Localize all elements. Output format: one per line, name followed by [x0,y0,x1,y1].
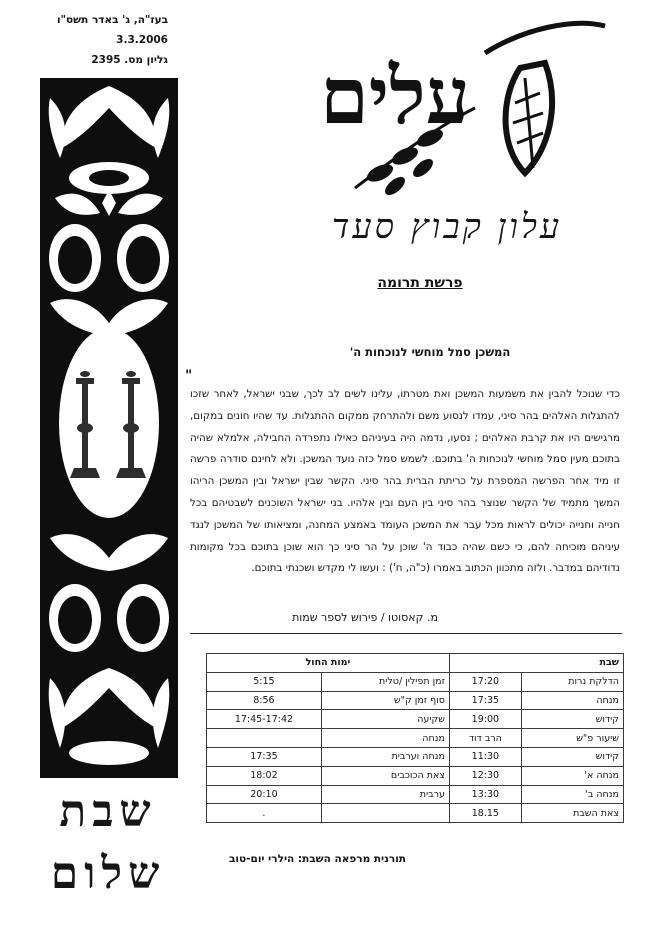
weekday-label: צאת הכוכבים [321,766,449,785]
gregorian-date: 3.3.2006 [116,34,168,46]
weekday-time: 8:56 [207,691,322,710]
weekday-label [321,804,449,823]
schedule-row [207,672,624,691]
schedule-row [207,804,624,823]
schedule-row [207,766,624,785]
weekday-label: מנחה וערבית [321,747,449,766]
shabbat-time: הרב דוד [449,729,521,748]
shabbat-time: 17:35 [449,691,521,710]
clinic-duty-note: תורנית מרפאה השבת: הילרי יום-טוב [229,853,406,865]
weekday-time: 5:15 [207,672,322,691]
shabbat-time: 13:30 [449,785,521,804]
divider [190,633,622,634]
shabbat-label: שיעור פ"ש [521,729,623,748]
article-source: מ. קאסוטו / פירוש לספר שמות [292,611,438,624]
issue-meta [38,10,168,70]
weekday-label: זמן תפילין /טלית [321,672,449,691]
weekday-label: סוף זמן ק"ש [321,691,449,710]
logo-title: עלים [320,51,470,142]
article-title: המשכן סמל מוחשי לנוכחות ה' [349,345,511,359]
schedule-header-row [207,654,624,673]
ornamental-column [40,78,178,778]
hebrew-date: בעז"ה, ג' באדר תשס"ו [56,14,168,26]
shabbat-label: מנחה [521,691,623,710]
weekday-label: מנחה [321,729,449,748]
weekday-label: ערבית [321,785,449,804]
shabbat-label: הדלקת נרות [521,672,623,691]
schedule-row [207,785,624,804]
weekday-time: . [207,804,322,823]
shabbat-label: מנחה א' [521,766,623,785]
schedule-row [207,710,624,729]
weekday-time: 17:35 [207,747,322,766]
alim-logo [285,8,615,208]
newsletter-subtitle: עלון קבוץ סעד [331,207,563,247]
shabbat-time: 12:30 [449,766,521,785]
quote-mark: " [185,368,193,384]
schedule-row [207,729,624,748]
weekday-time [207,729,322,748]
shabbat-time: 18.15 [449,804,521,823]
weekday-time: 18:02 [207,766,322,785]
shabbat-time: 17:20 [449,672,521,691]
weekday-label: שקיעה [321,710,449,729]
issue-number: גליון מס. 2395 [91,54,168,66]
schedule-row [207,691,624,710]
weekday-header: ימות החול [207,654,450,673]
prayer-schedule-table [206,653,624,823]
shabbat-label: צאת השבת [521,804,623,823]
parasha-title: פרשת תרומה [377,275,463,291]
shabbat-label: קידוש [521,747,623,766]
greeting-line-2: שלום [50,848,166,899]
schedule-row [207,747,624,766]
greeting-line-1: שבת [59,786,157,837]
shabbat-time: 11:30 [449,747,521,766]
shabbat-label: קידוש [521,710,623,729]
weekday-time: 17:45-17:42 [207,710,322,729]
shabbat-time: 19:00 [449,710,521,729]
shabbat-label: מנחה ב' [521,785,623,804]
article-body: כדי שנוכל להבין את משמעות המשכן ואת מטרתו, עלינו לשים לב לכך, שבני ישראל, לאחר שזכו להתגלות האלהים בהר סיני, עמדו לנסוע משם ולהתרחק ממקום ההתגלות. עד שהיו חונים במקום, מרגישים היו את קרבת האלהים ; נסעו, נדמה היה בעיניהם כאילו נתפרדה החבילה, אלמלא שהיה בתוכם מעין סמל מוחשי לנוכחות ה' בתוכם. לשמש סמל כזה נועד המשכן. ולא לחינם סודרה פרשה זו מיד אחר הפרשה המספרת על כריתת הברית בהר סיני. הקשר שבין ישראל ובין המשכן הריהו המשך מתמיד של הקשר שנוצר בהר סיני בין העם ובין אלהיו. בני ישראל השוכנים לשבטיהם בכל חנייה וחנייה יכולים לראות מכל עבר את המשכן העומד באמצע המחנה, ומציאותו של המשכן לנגד עיניהם מוכיחה להם, כי כשם שהיה כבוד ה' שוכן על הר סיני כך הוא שוכן בתוכם בכל מקומות נדודיהם במדבר. ולזה מתכוון הכתוב באמרו (כ"ה, ח') : ועשו לי מקדש ושכנתי בתוכם. [190,388,620,575]
weekday-time: 20:10 [207,785,322,804]
shabbat-header: שבת [449,654,623,673]
